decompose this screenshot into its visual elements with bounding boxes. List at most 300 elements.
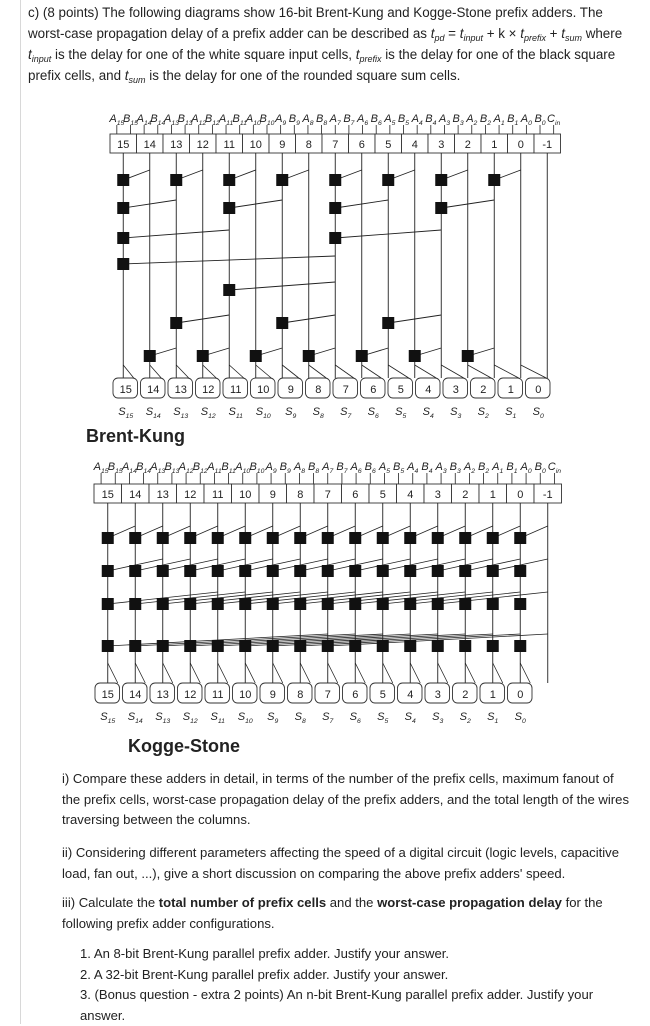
sum-output-label: $S_8$ — [294, 711, 306, 725]
prefix-cell — [102, 532, 114, 544]
prefix-cell — [129, 640, 141, 652]
operand-label: $A_{13}$ — [163, 113, 179, 127]
input-cell-label: 1 — [491, 139, 498, 151]
operand-label: $A_2$ — [463, 461, 475, 475]
sum-route-wire — [362, 365, 382, 378]
sum-cell-label: 9 — [287, 384, 294, 396]
prefix-cell — [488, 174, 500, 186]
sum-output-label: $S_{15}$ — [100, 711, 116, 725]
operand-label: $A_2$ — [466, 113, 478, 127]
sum-route-wire — [438, 663, 448, 683]
sum-route-wire — [415, 365, 437, 378]
sum-cell-label: 3 — [434, 689, 441, 701]
sum-route-wire — [190, 663, 200, 683]
sum-output-label: $S_4$ — [404, 711, 416, 725]
operand-label: $A_{11}$ — [218, 113, 234, 127]
sum-cell-label: 12 — [202, 384, 215, 396]
prefix-cell — [239, 640, 251, 652]
sum-route-wire — [150, 365, 162, 378]
sum-cell-label: 12 — [184, 689, 197, 701]
prefix-cell — [157, 532, 169, 544]
operand-label: $C_{in}$ — [547, 113, 561, 127]
prefix-cell — [459, 640, 471, 652]
sum-cell-label: 14 — [147, 384, 160, 396]
sum-route-wire — [256, 365, 272, 378]
operand-label: $B_5$ — [393, 461, 405, 475]
sum-route-wire — [300, 663, 310, 683]
prefix-cell — [223, 284, 235, 296]
prefix-cell — [212, 532, 224, 544]
sum-route-wire — [282, 365, 299, 378]
prefix-cell — [239, 532, 251, 544]
sum-cell-label: 15 — [101, 689, 114, 701]
kogge-stone-caption: Kogge-Stone — [128, 736, 240, 756]
operand-label: $A_{11}$ — [207, 461, 222, 475]
operand-label: $A_0$ — [520, 113, 532, 127]
operand-label: $A_8$ — [293, 461, 305, 475]
sum-cell-label: 4 — [407, 689, 414, 701]
operand-label: $A_4$ — [407, 461, 419, 475]
sum-cell-label: 5 — [379, 689, 386, 701]
sum-output-label: $S_1$ — [487, 711, 499, 725]
sum-cell-label: 4 — [425, 384, 432, 396]
sum-output-label: $S_1$ — [505, 406, 517, 420]
intro-text-1: c) (8 points) The following diagrams show 16-bit Brent-Kung and Kogge-Stone prefix adders. The worst-case propagation delay of a prefix adder can be described as — [28, 5, 603, 41]
operand-label: $A_{12}$ — [191, 113, 207, 127]
operand-label: $B_{15}$ — [107, 461, 123, 475]
intro-text-4: is the delay for one of the black square prefix cells, and — [28, 47, 616, 83]
list-item: 2. A 32-bit Brent-Kung parallel prefix adder. Justify your answer. — [80, 966, 449, 982]
operand-label: $A_3$ — [438, 113, 451, 127]
prefix-cell — [487, 565, 499, 577]
prefix-cell — [267, 598, 279, 610]
operand-label: $B_0$ — [534, 113, 546, 127]
prefix-cell — [294, 532, 306, 544]
operand-label: $B_0$ — [534, 461, 546, 475]
sum-cell-label: 10 — [239, 689, 252, 701]
prefix-cell — [102, 565, 114, 577]
sum-cell-label: 1 — [507, 384, 514, 396]
sum-cell-label: 2 — [480, 384, 487, 396]
sum-output-label: $S_{12}$ — [182, 711, 198, 725]
sum-output-label: $S_6$ — [367, 406, 379, 420]
sum-cell-label: 7 — [342, 384, 349, 396]
input-cell-label: 10 — [249, 139, 262, 151]
sum-route-wire — [468, 365, 492, 378]
prefix-cell — [514, 532, 526, 544]
kogge-stone-diagram — [0, 458, 650, 728]
prefix-cell — [129, 532, 141, 544]
prefix-cell — [382, 174, 394, 186]
prefix-cell — [117, 232, 129, 244]
prefix-cell — [197, 350, 209, 362]
operand-label: $A_9$ — [265, 461, 277, 475]
prefix-cell — [294, 640, 306, 652]
operand-label: $C_{in}$ — [547, 461, 562, 475]
input-cell-label: 15 — [101, 489, 114, 501]
prefix-cell — [223, 174, 235, 186]
prefix-cell — [487, 532, 499, 544]
operand-label: $B_{13}$ — [164, 461, 180, 475]
prefix-cell — [349, 532, 361, 544]
operand-label: $A_5$ — [378, 461, 390, 475]
prefix-cell — [404, 640, 416, 652]
prefix-cell — [487, 598, 499, 610]
prefix-cell — [170, 317, 182, 329]
brent-kung-diagram — [0, 110, 650, 440]
sum-cell-label: 0 — [517, 689, 524, 701]
sum-cell-label: 0 — [535, 384, 542, 396]
sum-route-wire — [335, 365, 354, 378]
input-cell-label: 15 — [117, 139, 130, 151]
prefix-cell — [404, 532, 416, 544]
input-cell-label: 5 — [379, 489, 386, 501]
operand-label: $A_1$ — [493, 113, 505, 127]
prefix-cell — [157, 565, 169, 577]
question-i: i) Compare these adders in detail, in terms of the number of the prefix cells, maximum fanout of the prefix cells, worst-case propagation delay of the prefix adders, and the total length of the wires traversing between the columns. — [62, 771, 629, 827]
sum-output-label: $S_2$ — [459, 711, 471, 725]
prefix-cell — [276, 317, 288, 329]
operand-label: $B_7$ — [343, 113, 355, 127]
input-cell-label: 8 — [305, 139, 312, 151]
sum-output-label: $S_{13}$ — [155, 711, 171, 725]
prefix-cell — [377, 598, 389, 610]
input-cell-label: -1 — [542, 489, 553, 501]
sum-route-wire — [108, 663, 118, 683]
input-cell-label: 14 — [143, 139, 156, 151]
prefix-cell — [432, 532, 444, 544]
prefix-cell — [329, 174, 341, 186]
list-item: 3. (Bonus question - extra 2 points) An n-bit Brent-Kung parallel prefix adder. Justify your answer. — [80, 987, 594, 1023]
operand-label: $A_{13}$ — [150, 461, 166, 475]
operand-label: $A_{12}$ — [178, 461, 194, 475]
sum-cell-label: 5 — [397, 384, 404, 396]
sum-output-label: $S_0$ — [532, 406, 544, 420]
prefix-cell — [462, 350, 474, 362]
input-cell-label: 9 — [269, 489, 276, 501]
input-cell-label: 0 — [517, 489, 524, 501]
sum-route-wire — [229, 365, 244, 378]
sum-route-wire — [410, 663, 420, 683]
sum-route-wire — [465, 663, 475, 683]
prefix-cell — [250, 350, 262, 362]
prefix-cell — [239, 598, 251, 610]
prefix-cell — [239, 565, 251, 577]
operand-label: $A_{10}$ — [245, 113, 261, 127]
operand-label: $B_{12}$ — [204, 113, 220, 127]
sum-route-wire — [441, 365, 464, 378]
operand-label: $B_1$ — [506, 461, 518, 475]
operand-label: $B_{13}$ — [177, 113, 193, 127]
operand-label: $B_{11}$ — [232, 113, 247, 127]
sum-route-wire — [383, 663, 393, 683]
input-cell-label: 0 — [517, 139, 524, 151]
prefix-cell — [514, 565, 526, 577]
input-cell-label: 4 — [407, 489, 414, 501]
input-cell-label: 11 — [223, 139, 235, 151]
prefix-cell — [267, 565, 279, 577]
operand-label: $B_9$ — [288, 113, 300, 127]
tinput-symbol-2: $t_{input}$ — [28, 47, 52, 64]
sum-cell-label: 13 — [174, 384, 187, 396]
sum-output-label: $S_4$ — [422, 406, 434, 420]
operand-label: $A_{14}$ — [136, 113, 152, 127]
input-cell-label: 7 — [332, 139, 339, 151]
prefix-cell — [303, 350, 315, 362]
sum-route-wire — [355, 663, 365, 683]
prefix-cell — [102, 640, 114, 652]
operand-label: $A_{14}$ — [121, 461, 137, 475]
question-iii-list — [80, 944, 620, 1026]
question-ii: ii) Considering different parameters affecting the speed of a digital circuit (logic levels, capacitive load, fan out, ...), give a short discussion on comparing the above prefix adders' speed. — [62, 845, 620, 881]
prefix-cell — [459, 598, 471, 610]
prefix-cell — [487, 640, 499, 652]
sum-cell-label: 10 — [257, 384, 270, 396]
prefix-cell — [157, 598, 169, 610]
prefix-cell — [349, 598, 361, 610]
prefix-cell — [432, 640, 444, 652]
operand-label: $B_6$ — [370, 113, 382, 127]
sum-route-wire — [521, 365, 547, 378]
input-cell-label: 9 — [279, 139, 286, 151]
operand-label: $B_5$ — [397, 113, 410, 127]
intro-text-2: where — [581, 26, 623, 41]
prefix-cell — [435, 202, 447, 214]
prefix-cell — [276, 174, 288, 186]
input-cell-label: 4 — [411, 139, 418, 151]
prefix-cell — [212, 565, 224, 577]
operand-label: $B_7$ — [336, 461, 348, 475]
prefix-cell — [459, 565, 471, 577]
sum-cell-label: 8 — [297, 689, 304, 701]
sum-route-wire — [176, 365, 189, 378]
operand-label: $B_2$ — [478, 461, 490, 475]
sum-output-label: $S_6$ — [349, 711, 361, 725]
operand-label: $A_6$ — [356, 113, 369, 127]
prefix-cell — [329, 202, 341, 214]
brent-kung-caption: Brent-Kung — [86, 426, 185, 446]
operand-label: $B_{15}$ — [123, 113, 138, 127]
sum-output-label: $S_2$ — [477, 406, 489, 420]
sum-output-label: $S_{15}$ — [118, 406, 134, 420]
prefix-cell — [435, 174, 447, 186]
sum-output-label: $S_5$ — [395, 406, 407, 420]
tprefix-symbol-2: $t_{prefix}$ — [355, 47, 382, 64]
prefix-cell — [129, 565, 141, 577]
operand-label: $A_1$ — [492, 461, 504, 475]
operand-label: $A_{15}$ — [109, 113, 125, 127]
sum-route-wire — [309, 365, 327, 378]
operand-label: $A_6$ — [350, 461, 362, 475]
tinput-symbol: $t_{input}$ — [459, 26, 483, 43]
sum-route-wire — [135, 663, 145, 683]
input-cell-label: 7 — [324, 489, 331, 501]
prefix-cell — [322, 640, 334, 652]
intro-eq: = — [444, 26, 460, 41]
prefix-cell — [404, 598, 416, 610]
sum-route-wire — [203, 365, 217, 378]
sum-route-wire — [493, 663, 503, 683]
sum-cell-label: 13 — [156, 689, 169, 701]
tpd-symbol: $t_{pd}$ — [430, 26, 445, 43]
sum-output-label: $S_7$ — [322, 711, 334, 725]
sum-output-label: $S_0$ — [514, 711, 526, 725]
intro-plus: + — [545, 26, 562, 41]
prefix-cell — [382, 317, 394, 329]
prefix-cell — [117, 258, 129, 270]
operand-label: $A_7$ — [329, 113, 341, 127]
operand-label: $A_0$ — [520, 461, 532, 475]
input-cell-label: 13 — [170, 139, 183, 151]
sum-cell-label: 6 — [370, 384, 377, 396]
operand-label: $B_3$ — [449, 461, 461, 475]
input-cell-label: 2 — [462, 489, 469, 501]
tprefix-symbol: $t_{prefix}$ — [520, 26, 546, 43]
input-cell-label: 10 — [239, 489, 252, 501]
intro-paragraph — [28, 2, 628, 86]
sum-route-wire — [273, 663, 283, 683]
prefix-cell — [322, 565, 334, 577]
prefix-cell — [223, 202, 235, 214]
prefix-cell — [356, 350, 368, 362]
operand-label: $A_9$ — [275, 113, 287, 127]
prefix-cell — [102, 598, 114, 610]
operand-label: $B_{11}$ — [221, 461, 236, 475]
operand-label: $B_{14}$ — [136, 461, 152, 475]
sum-cell-label: 11 — [212, 689, 224, 701]
operand-label: $B_{12}$ — [192, 461, 208, 475]
operand-label: $B_1$ — [507, 113, 519, 127]
prefix-cell — [184, 640, 196, 652]
input-cell-label: 2 — [464, 139, 471, 151]
operand-label: $A_4$ — [411, 113, 423, 127]
operand-label: $A_7$ — [322, 461, 334, 475]
prefix-cell — [432, 565, 444, 577]
sum-output-label: $S_{12}$ — [200, 406, 216, 420]
sum-output-label: $S_3$ — [432, 711, 444, 725]
sum-output-label: $S_{14}$ — [127, 711, 143, 725]
sum-output-label: $S_{14}$ — [145, 406, 161, 420]
prefix-cell — [409, 350, 421, 362]
intro-text-5: is the delay for one of the rounded square sum cells. — [145, 68, 461, 83]
operand-label: $B_{10}$ — [249, 461, 265, 475]
input-cell-label: 8 — [297, 489, 304, 501]
prefix-cell — [294, 598, 306, 610]
prefix-cell — [170, 174, 182, 186]
input-cell-label: 1 — [489, 489, 496, 501]
input-cell-label: 11 — [212, 489, 224, 501]
sum-cell-label: 3 — [452, 384, 459, 396]
prefix-cell — [212, 640, 224, 652]
sum-route-wire — [328, 663, 338, 683]
prefix-cell — [294, 565, 306, 577]
sum-route-wire — [520, 663, 530, 683]
sum-route-wire — [494, 365, 519, 378]
prefix-cell — [404, 565, 416, 577]
sum-cell-label: 1 — [489, 689, 496, 701]
operand-label: $B_8$ — [316, 113, 328, 127]
sum-cell-label: 2 — [462, 689, 469, 701]
prefix-cell — [212, 598, 224, 610]
prefix-cell — [377, 565, 389, 577]
sum-cell-label: 11 — [230, 384, 242, 396]
operand-label: $A_8$ — [302, 113, 314, 127]
sum-output-label: $S_8$ — [312, 406, 324, 420]
prefix-cell — [184, 565, 196, 577]
tsum-symbol-2: $t_{sum}$ — [124, 68, 146, 85]
operand-label: $B_9$ — [279, 461, 291, 475]
sum-output-label: $S_{10}$ — [237, 711, 253, 725]
sum-output-label: $S_9$ — [285, 406, 297, 420]
operand-label: $B_4$ — [421, 461, 433, 475]
prefix-cell — [514, 640, 526, 652]
operand-label: $B_2$ — [479, 113, 491, 127]
prefix-cell — [117, 174, 129, 186]
prefix-cell — [349, 640, 361, 652]
prefix-cell — [144, 350, 156, 362]
input-cell-label: -1 — [542, 139, 553, 151]
sum-cell-label: 15 — [119, 384, 132, 396]
input-cell-label: 3 — [434, 489, 441, 501]
sum-output-label: $S_5$ — [377, 711, 389, 725]
prefix-cell — [267, 640, 279, 652]
sum-route-wire — [218, 663, 228, 683]
sum-route-wire — [163, 663, 173, 683]
sum-output-label: $S_7$ — [340, 406, 352, 420]
sum-output-label: $S_3$ — [450, 406, 462, 420]
sum-cell-label: 7 — [324, 689, 331, 701]
sum-route-wire — [123, 365, 134, 378]
prefix-cell — [329, 232, 341, 244]
prefix-cell — [377, 640, 389, 652]
operand-label: $B_{14}$ — [150, 113, 166, 127]
prefix-cell — [267, 532, 279, 544]
prefix-cell — [117, 202, 129, 214]
input-cell-label: 3 — [438, 139, 445, 151]
intro-plus-k: + k × — [482, 26, 521, 41]
sum-output-label: $S_{11}$ — [210, 711, 225, 725]
intro-text-3: is the delay for one of the white square input cells, — [51, 47, 356, 62]
operand-label: $B_4$ — [425, 113, 437, 127]
prefix-cell — [184, 532, 196, 544]
prefix-cell — [377, 532, 389, 544]
operand-label: $A_{10}$ — [235, 461, 251, 475]
operand-label: $B_3$ — [452, 113, 464, 127]
question-iii: iii) Calculate the total number of prefix cells and the worst-case propagation delay for the following prefix adder configurations. — [62, 895, 603, 931]
operand-label: $A_3$ — [435, 461, 447, 475]
prefix-cell — [184, 598, 196, 610]
operand-label: $B_{10}$ — [259, 113, 275, 127]
prefix-cell — [459, 532, 471, 544]
input-cell-label: 12 — [196, 139, 209, 151]
sum-output-label: $S_{11}$ — [228, 406, 243, 420]
input-cell-label: 6 — [352, 489, 359, 501]
input-cell-label: 12 — [184, 489, 197, 501]
sum-cell-label: 14 — [129, 689, 142, 701]
prefix-cell — [322, 532, 334, 544]
sum-cell-label: 8 — [315, 384, 322, 396]
list-item: 1. An 8-bit Brent-Kung parallel prefix adder. Justify your answer. — [80, 946, 450, 961]
sum-output-label: $S_{13}$ — [173, 406, 189, 420]
operand-label: $B_8$ — [308, 461, 320, 475]
prefix-cell — [157, 640, 169, 652]
input-cell-label: 6 — [358, 139, 365, 151]
tsum-symbol: $t_{sum}$ — [561, 26, 582, 43]
sum-output-label: $S_{10}$ — [255, 406, 271, 420]
sum-cell-label: 6 — [352, 689, 359, 701]
operand-label: $B_6$ — [364, 461, 376, 475]
prefix-cell — [322, 598, 334, 610]
